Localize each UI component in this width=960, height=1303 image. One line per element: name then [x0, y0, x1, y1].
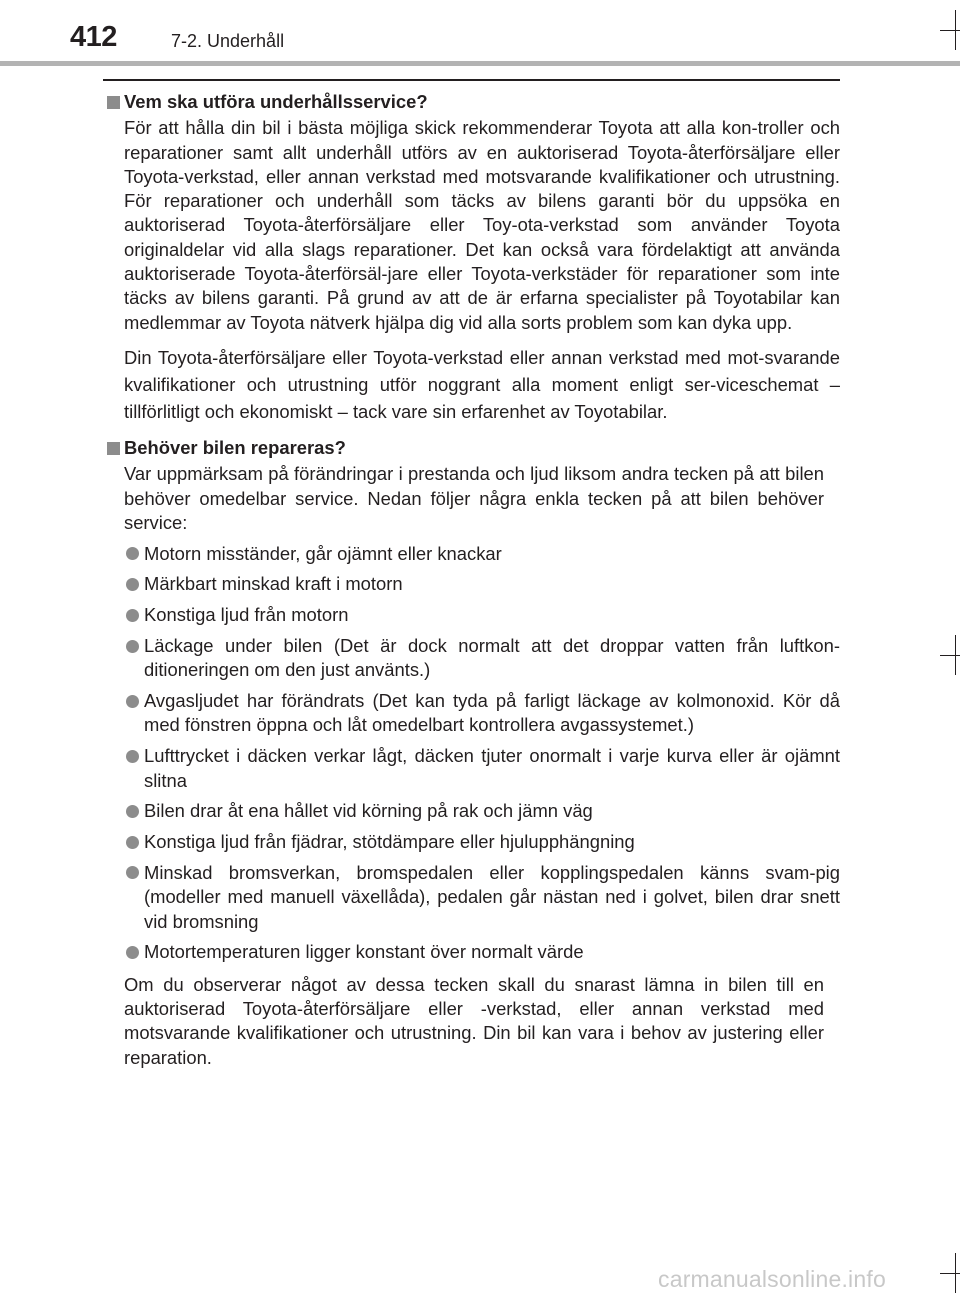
circle-bullet-icon [126, 750, 139, 763]
paragraph-repair-intro: Var uppmärksam på förändringar i prestanda och ljud liksom andra tecken på att bilen behöver omedelbar service. Nedan följer några enkla tecken på att bilen behöver service: [124, 463, 824, 533]
paragraph-closing-advice: Om du observerar något av dessa tecken skall du snarast lämna in bilen till en auktoriserad Toyota-återförsäljare eller -verkstad, eller annan verkstad med motsvarande kvalifikationer och utrustning. Din bil kan vara i behov av justering eller reparation. [124, 973, 824, 1068]
heading-text: Behöver bilen repareras? [124, 436, 346, 458]
watermark-text: carmanualsonline.info [658, 1266, 886, 1292]
square-bullet-icon [107, 442, 120, 455]
circle-bullet-icon [126, 695, 139, 708]
list-item: Lufttrycket i däcken verkar lågt, däcken tjuter onormalt i varje kurva eller är ojämnt slitna [126, 744, 840, 793]
circle-bullet-icon [126, 866, 139, 879]
page-content [107, 90, 840, 1070]
list-item: Bilen drar åt ena hållet vid körning på rak och jämn väg [126, 799, 840, 823]
header-rule [103, 79, 840, 81]
circle-bullet-icon [126, 578, 139, 591]
section-heading-needs-repair [107, 436, 840, 460]
circle-bullet-icon [126, 640, 139, 653]
heading-text: Vem ska utföra underhållsservice? [124, 91, 428, 112]
list-item: Avgasljudet har förändrats (Det kan tyda på farligt läckage av kolmonoxid. Kör då med fönstren öppna och låt omedelbart kontrollera avgassystemet.) [126, 689, 840, 738]
list-item: Konstiga ljud från motorn [126, 603, 840, 627]
list-item: Motorn misständer, går ojämnt eller knackar [126, 542, 840, 566]
square-bullet-icon [107, 96, 120, 109]
header-bar [0, 61, 960, 66]
warning-signs-list [107, 542, 840, 965]
list-item: Minskad bromsverkan, bromspedalen eller kopplingspedalen känns svam-pig (modeller med manuell växellåda), pedalen går nästan ned i golvet, bilen drar snett vid bromsning [126, 861, 840, 934]
paragraph-dealer-workshop: Din Toyota-återförsäljare eller Toyota-verkstad eller annan verkstad med mot-svarande kvalifikationer och utrustning utför noggrant alla moment enligt ser-viceschemat – tillförlitligt och ekonomiskt – tack vare sin erfarenhet av Toyotabilar. [124, 346, 840, 422]
list-item: Motortemperaturen ligger konstant över normalt värde [126, 940, 840, 964]
list-item: Läckage under bilen (Det är dock normalt att det droppar vatten från luftkon-ditioneringen om den just använts.) [126, 634, 840, 683]
circle-bullet-icon [126, 836, 139, 849]
paragraph-service-recommendation: För att hålla din bil i bästa möjliga skick rekommenderar Toyota att alla kon-troller och reparationer samt allt underhåll utförs av en auktoriserad Toyota-återförsäljare eller Toyota-verkstad, eller annan verkstad med motsvarande kvalifikationer och utrustning. För reparationer och underhåll som täcks av bilens garanti bör du uppsöka en auktoriserad Toyota-återförsäljare eller Toy-ota-verkstad som använder Toyota originaldelar vid alla slags reparationer. Det kan också vara fördelaktigt att använda auktoriserade Toyota-återförsäl-jare eller Toyota-verkstäder för reparationer som inte täcks av bilens garanti. På grund av att de är erfarna specialister på Toyotabilar kan medlemmar av Toyota nätverk hjälpa dig vid alla sorts problem som kan dyka upp. [124, 117, 840, 333]
list-item: Märkbart minskad kraft i motorn [126, 572, 840, 596]
section-heading-who-services [107, 90, 840, 114]
circle-bullet-icon [126, 609, 139, 622]
section-title: 7-2. Underhåll [171, 31, 285, 51]
page-number: 412 [70, 21, 117, 53]
list-item: Konstiga ljud från fjädrar, stötdämpare eller hjulupphängning [126, 830, 840, 854]
circle-bullet-icon [126, 547, 139, 560]
circle-bullet-icon [126, 946, 139, 959]
circle-bullet-icon [126, 805, 139, 818]
